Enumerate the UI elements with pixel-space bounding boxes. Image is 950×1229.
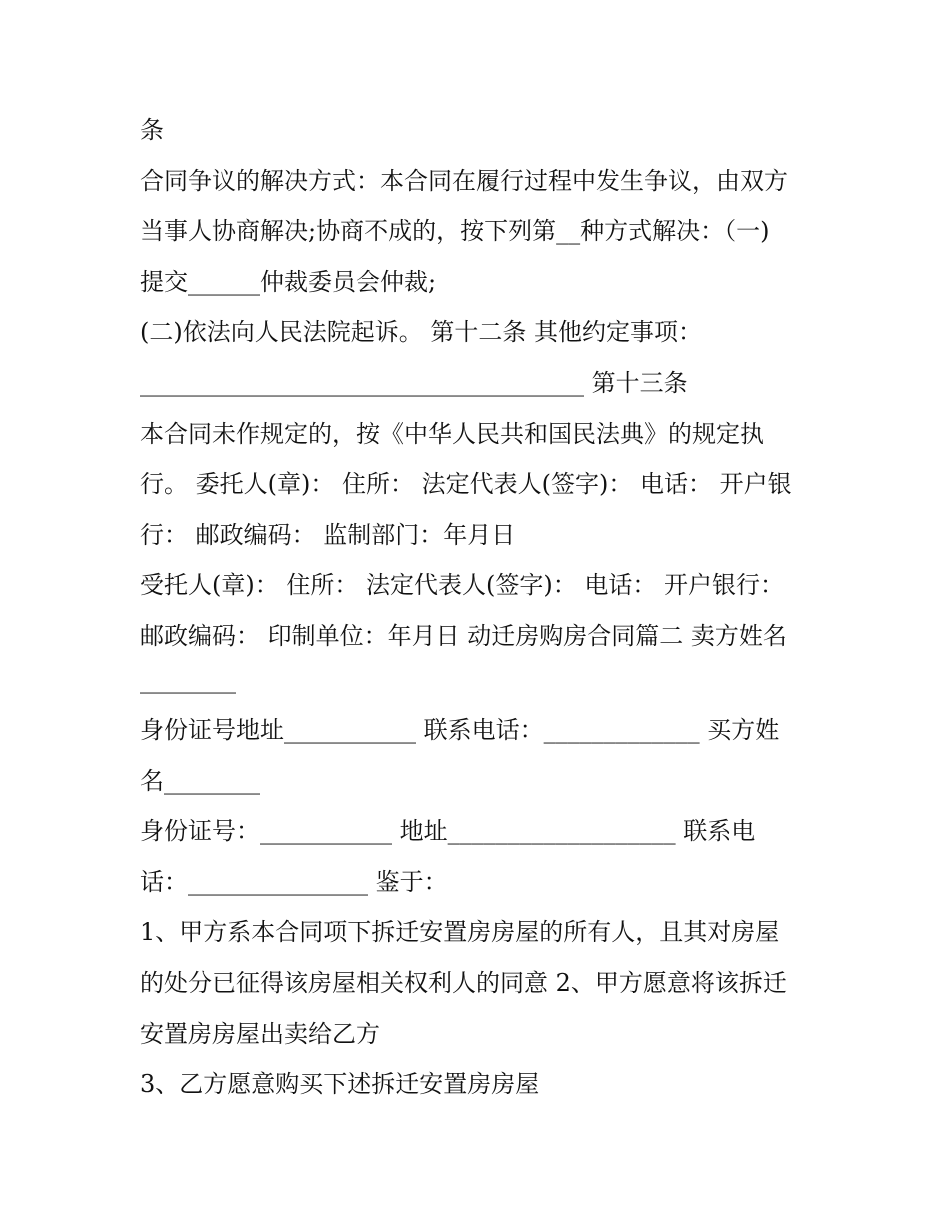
- text-line: 受托人(章)： 住所： 法定代表人(签字)： 电话： 开户银行：: [140, 571, 784, 599]
- text-line: _____________________________________ 第十三条: [140, 369, 688, 397]
- text-line: (二)依法向人民法院起诉。 第十二条 其他约定事项：: [140, 318, 702, 346]
- text-line: 的处分已征得该房屋相关权利人的同意 2、甲方愿意将该拆迁: [140, 969, 787, 997]
- text-line: 提交______仲裁委员会仲裁;: [140, 268, 437, 296]
- text-line: 安置房房屋出卖给乙方: [140, 1020, 380, 1048]
- text-line: 当事人协商解决;协商不成的，按下列第__种方式解决：（一): [140, 217, 770, 245]
- text-line: 身份证号地址___________ 联系电话：_____________ 买方姓: [140, 716, 780, 744]
- text-line: 话：_______________ 鉴于：: [140, 868, 448, 896]
- text-line: 条: [140, 116, 164, 144]
- text-line: 名________: [140, 767, 260, 795]
- text-line: 1、甲方系本合同项下拆迁安置房房屋的所有人，且其对房屋: [140, 918, 780, 946]
- text-line: 行。 委托人(章)： 住所： 法定代表人(签字)： 电话： 开户银: [140, 470, 792, 498]
- text-line: 邮政编码： 印制单位：年月日 动迁房购房合同篇二 卖方姓名: [140, 622, 787, 650]
- text-line: 合同争议的解决方式：本合同在履行过程中发生争议，由双方: [140, 167, 788, 195]
- text-line: 身份证号：___________ 地址___________________ 联系电: [140, 817, 756, 845]
- text-line: 本合同未作规定的，按《中华人民共和国民法典》的规定执: [140, 420, 764, 448]
- text-line: 3、乙方愿意购买下述拆迁安置房房屋: [140, 1070, 540, 1098]
- text-line: ________: [140, 666, 236, 694]
- text-line: 行： 邮政编码： 监制部门：年月日: [140, 521, 516, 549]
